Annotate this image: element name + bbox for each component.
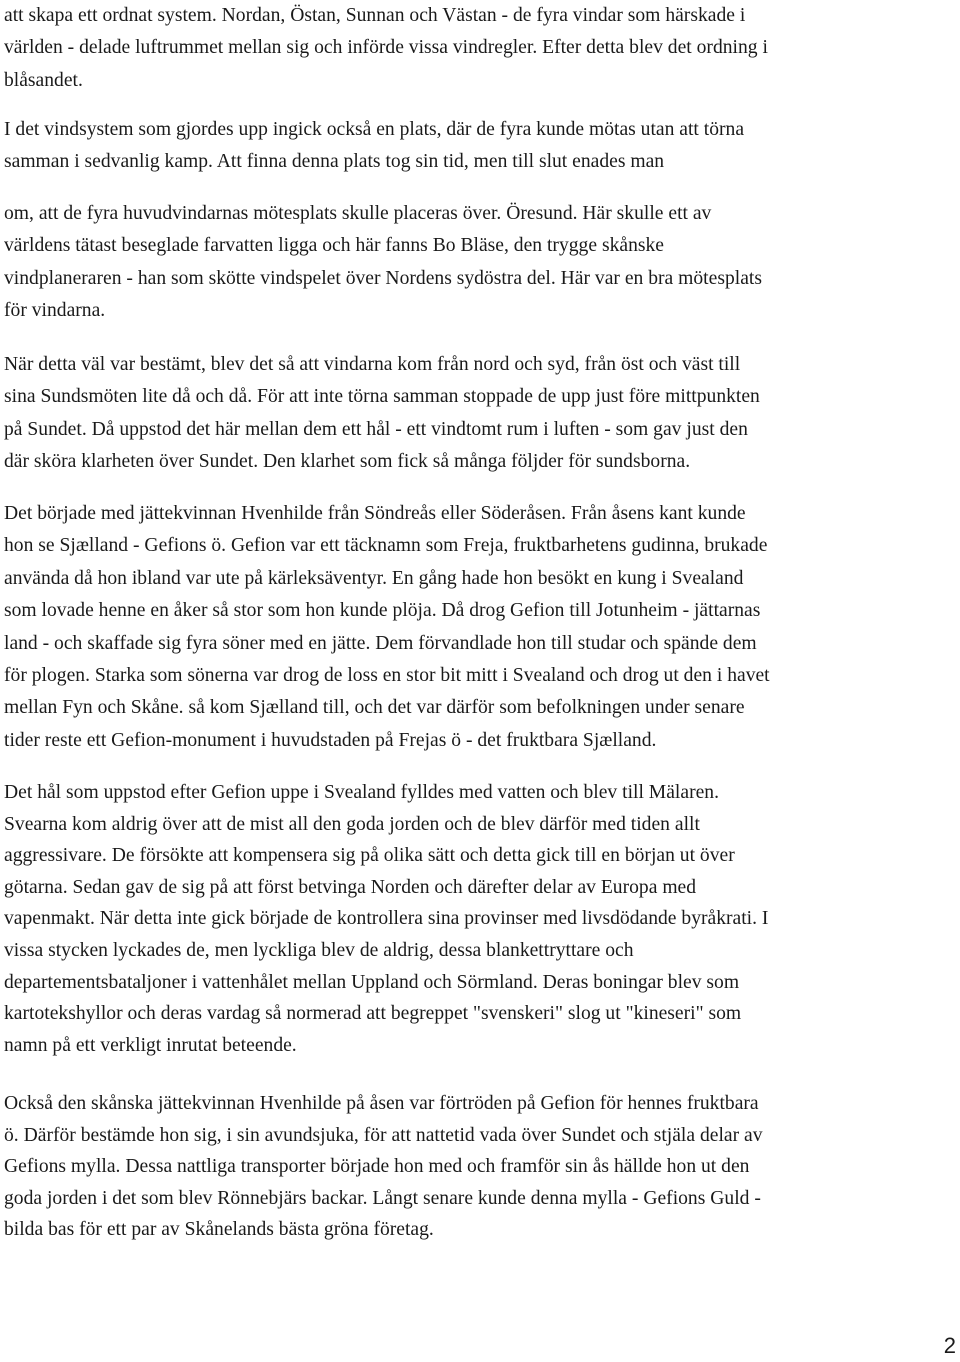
text-line: vissa stycken lyckades de, men lyckliga blev de aldrig, dessa blankettryttare och [4,939,634,961]
text-line: samman i sedvanlig kamp. Att finna denna plats tog sin tid, men till slut enades man [4,151,665,173]
text-line: mellan Fyn och Skåne. så kom Sjælland till, och det var därför som befolkningen under senare [4,697,745,719]
text-line: vapenmakt. När detta inte gick började de kontrollera sina provinser med livsdödande byråkrati. I [4,908,769,930]
text-line: kartotekshyllor och deras vardag så normerad att begreppet "svenskeri" slog ut "kineseri" som [4,1003,742,1025]
paragraph-vindregler [4,0,768,97]
text-line: om, att de fyra huvudvindarnas mötesplats skulle placeras över. Öresund. Här skulle ett av [4,203,712,224]
text-line: använda då hon ibland var ute på kärleksäventyr. En gång hade hon besökt en kung i Svealand [4,567,744,589]
text-line: aggressivare. De försökte att kompensera sig på olika sätt och detta gick till en början ut över [4,845,735,867]
text-line: Det hål som uppstod efter Gefion uppe i Svealand fylldes med vatten och blev till Mälaren. [4,782,719,803]
paragraph-hvenhilde [4,1088,763,1246]
paragraph-sundsmoten [4,349,760,479]
text-line: där sköra klarheten över Sundet. Den klarhet som fick så många följder för sundsborna. [4,451,691,473]
text-line: för vindarna. [4,300,106,322]
text-line: på Sundet. Då uppstod det här mellan dem ett hål - ett vindtomt rum i luften - som gav just den [4,418,748,440]
text-line: Gefions mylla. Dessa nattliga transporter började hon med och framför sin ås hällde hon ut den [4,1156,750,1178]
text-line: Också den skånska jättekvinnan Hvenhilde på åsen var förtröden på Gefion för hennes fruktbara [4,1093,759,1114]
text-line: I det vindsystem som gjordes upp ingick också en plats, där de fyra kunde mötas utan att törna [4,119,745,140]
text-line: för plogen. Starka som sönerna var drog de loss en stor bit mitt i Svealand och drog ut den i havet [4,664,770,686]
text-line: goda jorden i det som blev Rönnebjärs backar. Långt senare kunde denna mylla - Gefions Guld - [4,1187,761,1209]
paragraph-vindsystem [4,114,744,179]
text-line: vindplaneraren - han som skötte vindspelet över Nordens sydöstra del. Här var en bra mötesplats [4,267,762,289]
text-line: land - och skaffade sig fyra söner med en jätte. Dem förvandlade hon till studar och spände dem [4,632,757,654]
text-line: som lovade henne en åker så stor som hon kunde plöja. Då drog Gefion till Jotunheim - jättarnas [4,600,761,622]
text-line: När detta väl var bestämt, blev det så att vindarna kom från nord och syd, från öst och väst till [4,354,741,375]
text-line: blåsandet. [4,69,83,91]
text-line: Det började med jättekvinnan Hvenhilde från Söndreås eller Söderåsen. Från åsens kant kunde [4,503,746,524]
text-line: Svearna kom aldrig över att de mist all den goda jorden och de blev därför med tiden allt [4,813,700,835]
paragraph-oresund [4,198,762,328]
text-line: att skapa ett ordnat system. Nordan, Östan, Sunnan och Västan - de fyra vindar som härskade i [4,5,746,26]
text-line: namn på ett verkligt inrutat beteende. [4,1034,297,1056]
text-line: tider reste ett Gefion-monument i huvudstaden på Frejas ö - det fruktbara Sjælland. [4,729,657,751]
paragraph-malaren [4,777,768,1061]
text-line: världens tätast beseglade farvatten ligga och här fanns Bo Bläse, den trygge skånske [4,235,664,257]
page-number: 2 [943,1333,956,1358]
text-line: hon se Sjælland - Gefions ö. Gefion var ett täcknamn som Freja, fruktbarhetens gudinna, brukade [4,535,768,557]
text-line: sina Sundsmöten lite då och då. För att inte törna samman stoppade de upp just före mittpunkten [4,386,760,408]
text-line: departementsbataljoner i vattenhålet mellan Uppland och Sörmland. Deras boningar blev som [4,971,740,993]
text-line: götarna. Sedan gav de sig på att först betvinga Norden och därefter delar av Europa med [4,876,697,898]
paragraph-gefion [4,498,770,757]
document-page [4,0,956,1362]
text-line: bilda bas för ett par av Skånelands bästa gröna företag. [4,1219,434,1241]
text-line: världen - delade luftrummet mellan sig och införde vissa vindregler. Efter detta blev det ordning i [4,37,768,59]
text-line: ö. Därför bestämde hon sig, i sin avundsjuka, för att nattetid vada över Sundet och stjäla delar av [4,1124,763,1146]
